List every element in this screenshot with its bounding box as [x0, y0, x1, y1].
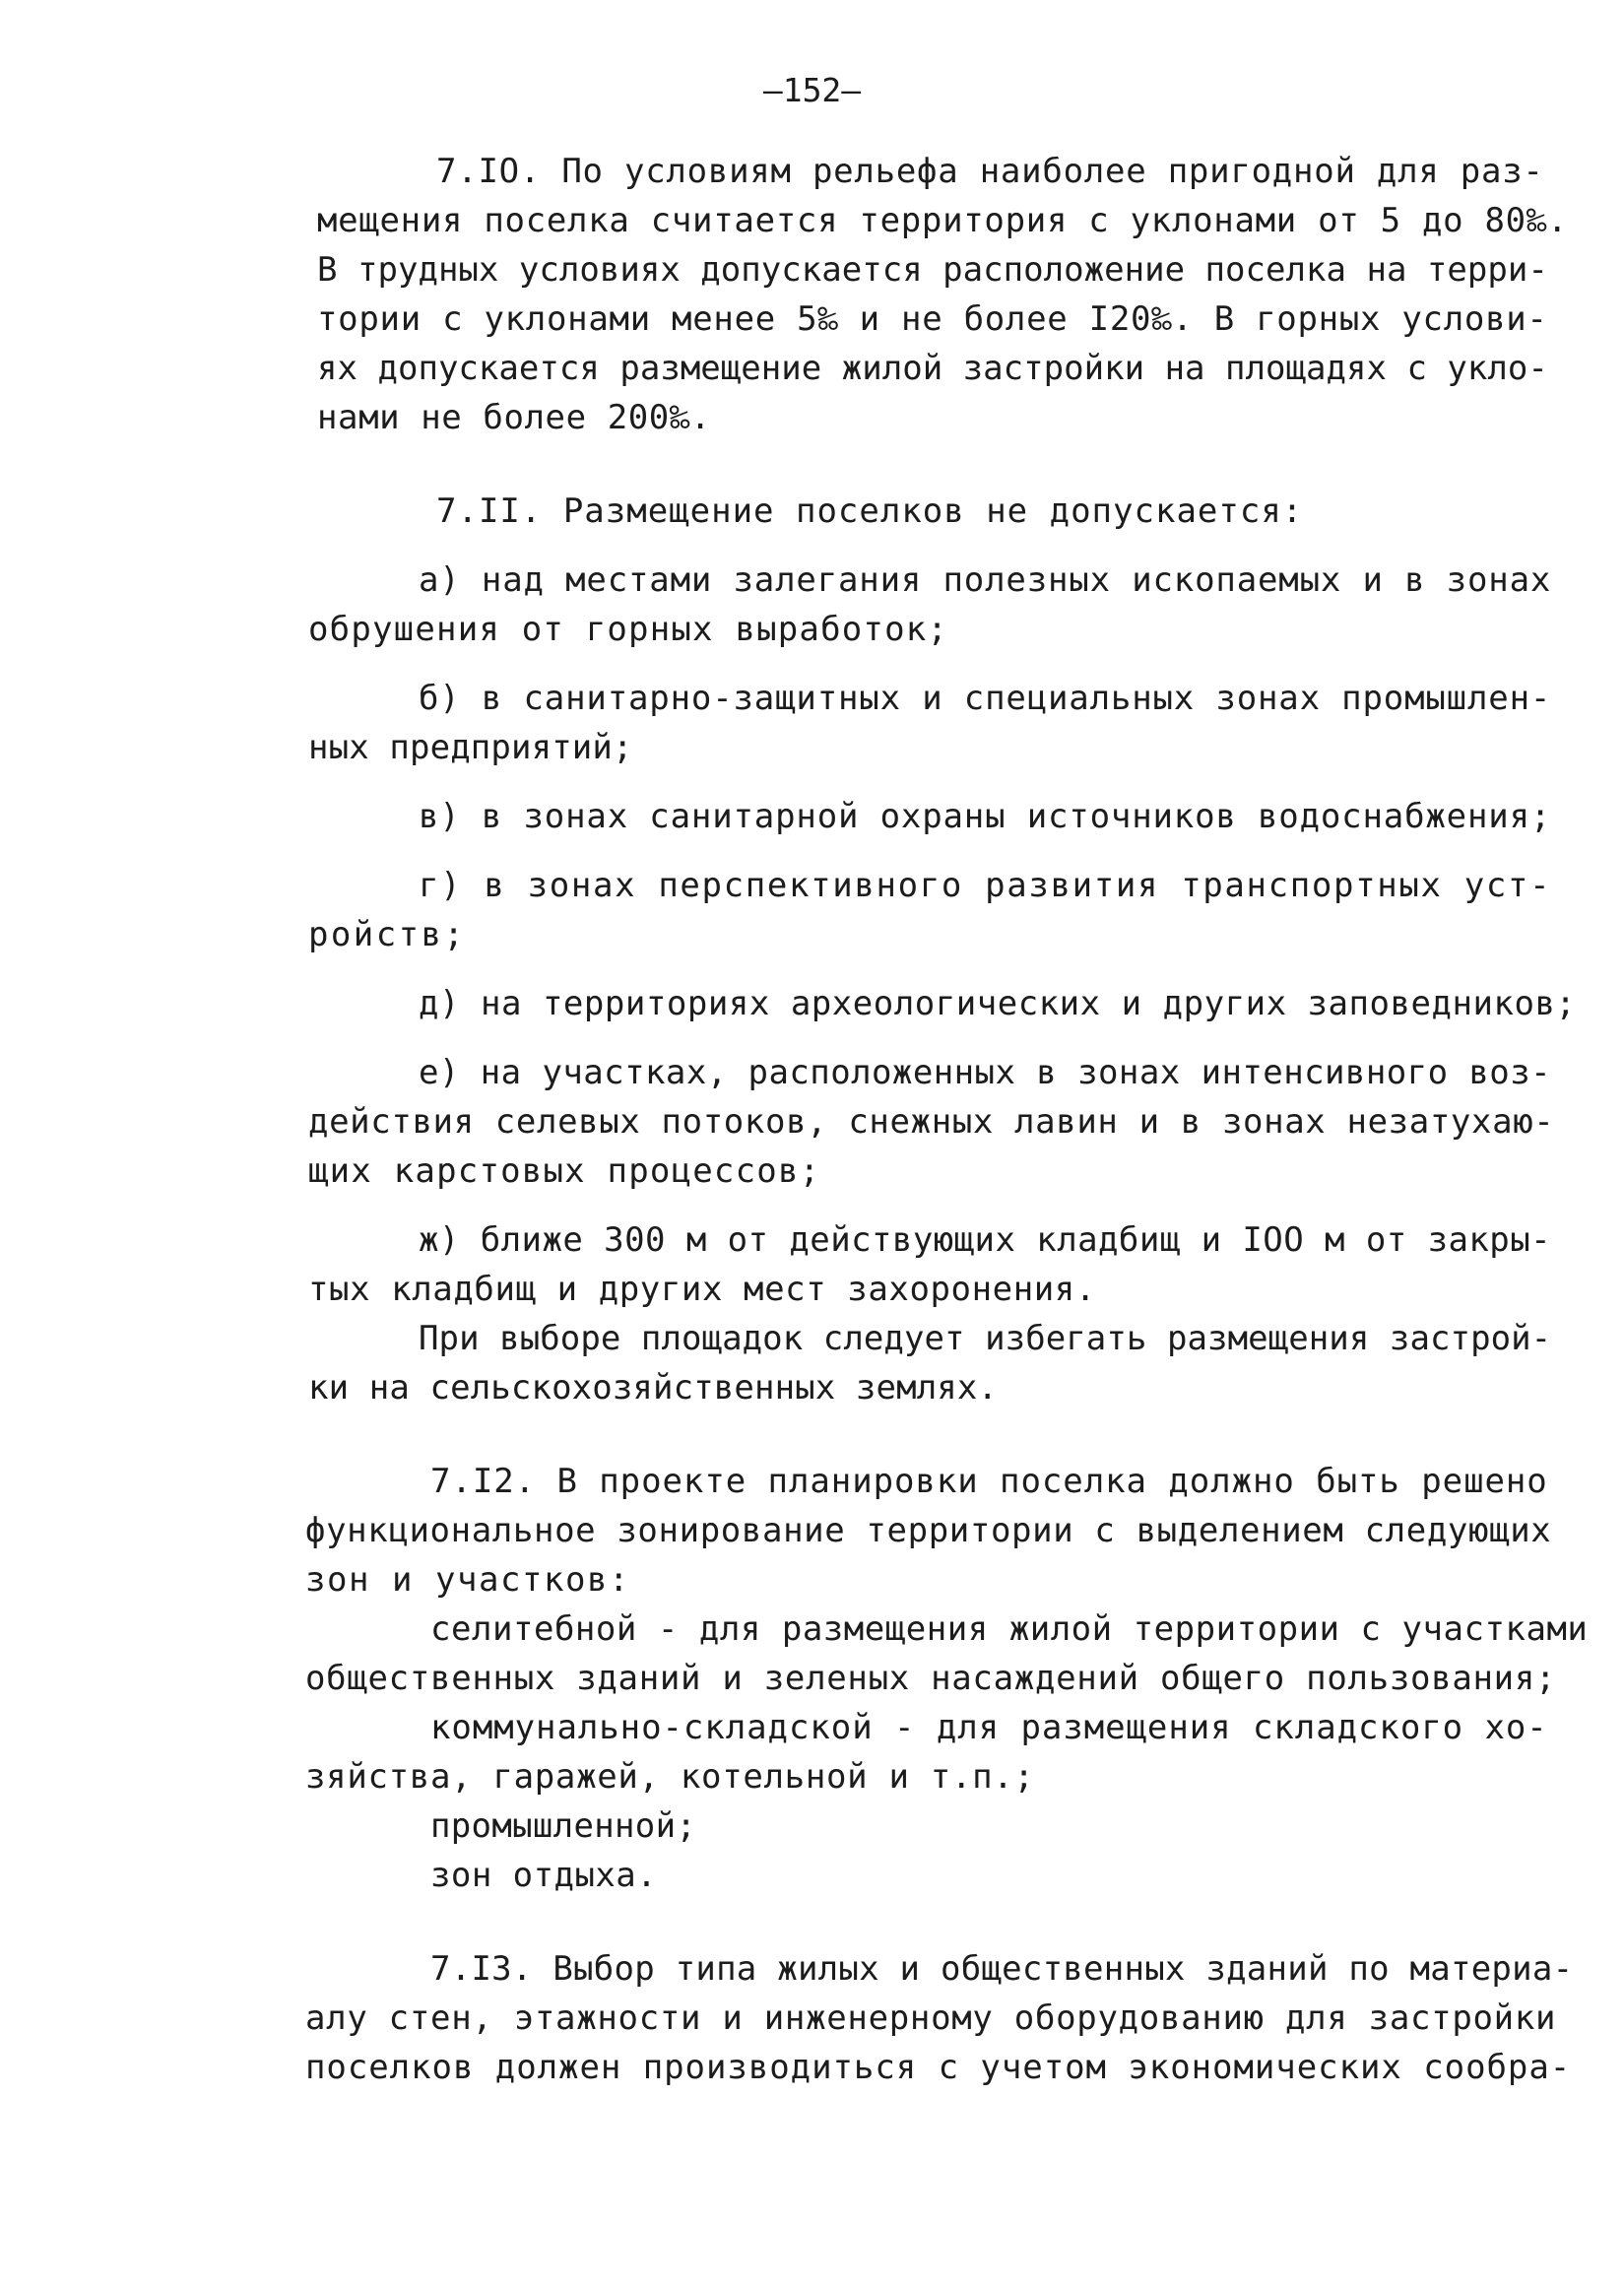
text-line: зон отдыха. [430, 1856, 658, 1895]
text-line: мещения поселка считается территория с уклонами от 5 до 80‰. [317, 201, 1569, 240]
text-line: ях допускается размещение жилой застройки на площадях с укло- [317, 349, 1548, 388]
text-line: а) над местами залегания полезных ископаемых и в зонах [419, 560, 1552, 600]
text-line: ки на сельскохозяйственных землях. [308, 1368, 999, 1408]
text-line: общественных зданий и зеленых насаждений общего пользования; [305, 1659, 1557, 1698]
text-line: б) в санитарно-защитных и специальных зонах промышлен- [419, 679, 1552, 718]
text-line: функциональное зонирование территории с выделением следующих [305, 1511, 1552, 1550]
text-line: 7.II. Размещение поселков не допускается: [436, 491, 1304, 531]
text-line: промышленной; [430, 1806, 697, 1846]
text-line: обрушения от горных выработок; [308, 610, 949, 649]
text-line: ных предприятий; [308, 728, 633, 767]
text-line: поселков должен производиться с учетом экономических сообра- [305, 2048, 1572, 2087]
text-line: е) на участках, расположенных в зонах интенсивного воз- [419, 1053, 1552, 1092]
text-line: алу стен, этажности и инженерному оборудованию для застройки [305, 1998, 1557, 2038]
text-line: 7.IO. По условиям рельефа наиболее пригодной для раз- [436, 152, 1544, 191]
text-line: нами не более 200‰. [317, 398, 711, 437]
text-line: действия селевых потоков, снежных лавин и в зонах незатухаю- [308, 1102, 1555, 1142]
text-line: зон и участков: [305, 1560, 630, 1600]
text-line: тории с уклонами менее 5‰ и не более I20‰. В горных услови- [317, 299, 1548, 339]
text-line: г) в зонах перспективного развития транспортных уст- [419, 866, 1552, 905]
text-line: ж) ближе 300 м от действующих кладбищ и IOO м от закры- [419, 1220, 1552, 1260]
text-line: 7.I2. В проекте планировки поселка должно быть решено [430, 1462, 1548, 1501]
text-line: При выборе площадок следует избегать размещения застрой- [419, 1319, 1552, 1358]
text-line: щих карстовых процессов; [308, 1151, 821, 1191]
text-line: коммунально-складской - для размещения складского хо- [430, 1708, 1548, 1747]
text-line: селитебной - для размещения жилой территории с участками [430, 1609, 1589, 1649]
page-number: —152— [762, 71, 862, 109]
text-line: ройств; [308, 915, 467, 954]
text-line: тых кладбищ и других мест захоронения. [308, 1270, 1096, 1309]
text-line: д) на территориях археологических и других заповедников; [419, 984, 1577, 1023]
text-line: 7.I3. Выбор типа жилых и общественных зданий по материа- [430, 1949, 1574, 1989]
text-line: в) в зонах санитарной охраны источников водоснабжения; [419, 797, 1552, 836]
text-line: зяйства, гаражей, котельной и т.п.; [305, 1757, 1035, 1797]
text-line: В трудных условиях допускается расположение поселка на терри- [317, 250, 1548, 290]
